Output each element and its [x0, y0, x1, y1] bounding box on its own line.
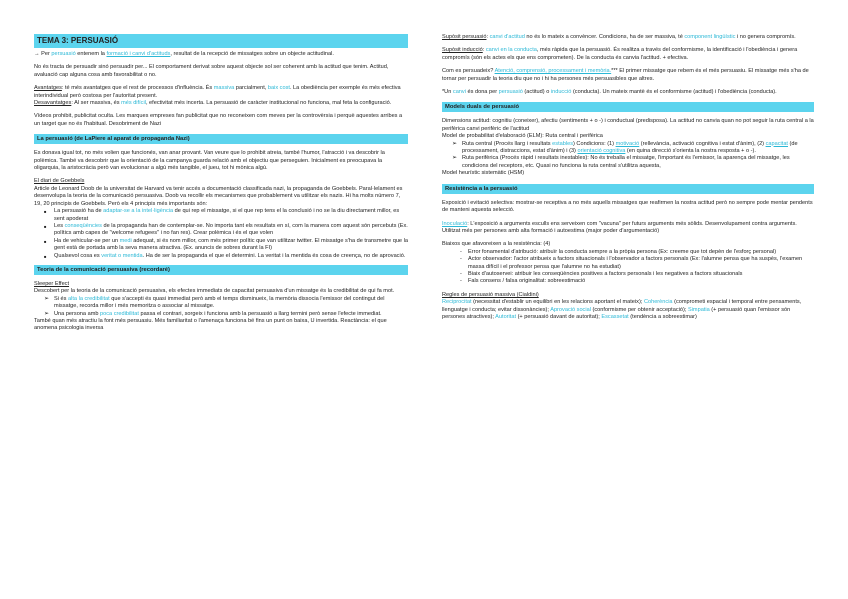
list-item: ■ La persuasió ha de adaptar-se a la intel·ligència de qui rep el missatge, si el que rep tens el la conclusió i no se la diu directament millor, es sent apoderat — [40, 208, 408, 223]
sleeper-heading: Sleeper Effect — [34, 280, 70, 287]
elm-list — [448, 141, 814, 171]
paragraph-com-es-persuadeix: Com es persuadeix? Atenció, comprensió, processament i memòria.*** El primer missatge que rebem és el més persuasiu. El missatge més s'ha de tornar per persuadir la teoria diu que no i hi ha persones més persuasibles que altres. — [442, 68, 809, 82]
paragraph-supposit-induccio: Supòsit inducció: canvi en la conducta, més ràpida que la persuasió. És realitza a través del conformisme, la identificació i l'obediència i genera compromís (són els actes els que ens comprometen). De la conducta és canvia l'actitud. + efectiva. — [442, 47, 798, 61]
hsm-heading: Model heurístic sistemàtic (HSM) — [442, 170, 525, 177]
sleeper-text: Descobert per la teoria de la comunicació persuasiva, els efectes immediats de capacitat persuasiva d'un missatge és la credibilitat de qui fa mot. — [34, 288, 395, 295]
list-item: - Biaix d'autoservei: atribuir les conseqüències positives a factors personals i les negatives a factors situacionals — [454, 271, 814, 278]
section-header-resistance: Resistència a la persuasió — [442, 184, 814, 194]
goebbels-heading: El diari de Goebbels — [34, 178, 85, 185]
cialdini-heading: Regles de persuasió massiva (Cialdini) — [442, 291, 539, 298]
section-header-dual-models: Models duals de persuasió — [442, 102, 814, 112]
list-item: - Actor observador: l'actor atribueix a factors situacionals i l'observador a factors personals (Ex: l'alumne pensa que ha suspès, l'examen massa difícil i el professor pensa que l'alumne no ha estudiat) — [454, 256, 814, 271]
elm-heading: Model de probabilitat d'elaboració (ELM): Ruta central i perifèrica — [442, 133, 603, 140]
goebbels-list — [40, 208, 408, 260]
paragraph-videos: Vídeos prohibit, publicitat oculta. Les marques empreses fan publicitat que no reconeixen com meves per la controvèrsia i perquè aquestes arribes a un target que no és l'habitual. Desobriment de Nazi — [34, 113, 403, 127]
dimensions-text: Dimensions actitud: cognitiu (coneixer), afectiu (sentiments + o -) i conductual (predisposa). La actitud no canvia quan no pot seguir la ruta central a la perifèrica canvi perifèric de l'actitud — [442, 118, 814, 132]
list-item: ➢ Una persona amb poca credibilitat passa el contrari, sorgeix i funciona amb la persuasió a llarg termini però sense l'efecte immediat. — [40, 311, 408, 318]
list-item: ➢ Ruta central (Procés llarg i resultats estables) Condicions: (1) motivació (rellevància, activació cognitiva i estat d'ànim), (2) capacitat (de processament, distraccions, estat d'ànim) i (3) orientació cognitiva (en quina direcció s'orienta la nostra resposta + o -). — [448, 141, 814, 156]
list-item: ■ Ha de vehicular-se per un medi adequat, si és nom millor, com més primer polític que van utilitzar twitter. El missatge s'ha de transmetre que la gent està de portada amb la seva manera atractiva. (Ex. anuncis de sobres durant la FI) — [40, 238, 408, 253]
section-header-nazi: La persuasió (de LaPiere al aparat de propaganda Nazi) — [34, 134, 408, 144]
list-item: ➢ Si és alta la credibilitat que s'accepti és quasi immediat però amb el temps disminueix, la memòria dissocia l'emissor del contingut del missatge, recorda millor i més memoritza o associar al missatge. — [40, 296, 408, 311]
list-item: ■ Les conseqüències de la propaganda han de contemplar-se. No importa tant els resultats en sí, com la manera com aquest són percebuts (Ex. polítics amb capes de "welcome refugees" i no fan res). Crear polèmica i és el que volen — [40, 223, 408, 238]
list-item: ➢ Ruta perifèrica (Procés ràpid i resultats inestables): No és treballa el missatge, l'important és l'emissor, la aparença del missatge, les condicions del receptors, etc. Quasi no funciona la ruta central s'utilitza aquesta, — [448, 155, 814, 170]
biases-heading: Biaixos que afavoreixen a la resistència: (4) — [442, 241, 551, 248]
sleeper-section — [34, 281, 408, 333]
paragraph-canvi: *Un canvi és dona per persuasió (actitud) o inducció (conducta). Un mateix mantè és el conformisme (actitud) i l'obediència (conducta). — [442, 89, 777, 96]
list-item: - Fals consens / falsa originalitat: sobreestimació — [454, 278, 814, 285]
list-item: ■ Qualsevol cosa es veritat o mentida. Ha de ser la propaganda el que el determini. La veritat i la mentida és cosa de creença, no de aprovació. — [40, 253, 408, 260]
paragraph-advantages: Avantatges: té més avantatges que el rest de processos d'influència. És massiva parcialment, baix cost. La obediència per exemple és més efectiva interindividual però costosa per l'autoritat present. — [34, 85, 401, 99]
intro-paragraph: → Per persuasió entenem la formació i canvi d'actituds, resultat de la recepció de missatges sobre un objecte actitudinal. — [34, 51, 334, 57]
right-column — [442, 34, 814, 321]
paragraph-nazi: Es donava igual tot, no més volien que funcionés, van anar provant. Van veure que lo prohibit atreia, també l'humor, l'atracció i va descobrir la polèmica. També va descobrir que la orientació de la campanya guarda relació amb el objectiu que perseguien. Inicialment es preocupava la oligarquia, la aristocràcia però van evolucionar a algú més tangible, el jueu, tot hi mònica algú. — [34, 150, 385, 172]
section-header-persuasive-communication: Teoria de la comunicació persuasiva (recordaré) — [34, 265, 408, 275]
paragraph-persuade: No és tracta de persuadir sinó persuadir per... El comportament derivat sobre aquest objecte sol ser coherent amb la actitud que tenim. Actitud, avaluació cap alguna cosa amb favorabilitat o no. — [34, 64, 389, 78]
sleeper-tail: També quan més atractiu la font més persuasiu. Més familiaritat o l'amenaça funciona bé fins un punt on baixa, U invertida. Reactància: el que anomena psicologia inversa — [34, 317, 387, 332]
paragraph-selective-exposure: Exposició i evitació selectiva: mostrar-se receptiva a no més aquells missatges que reafirmen la nostra actitud però no sempre pode mentar pendents de manteni aquesta selecció. — [442, 199, 813, 214]
biases-list — [454, 249, 814, 286]
goebbels-text: Article de Leonard Doob de la universitat de Harvard va tenir accés a documentació classificada nazi, la propaganda de Goebbels. Paral·lelament es desenvolupa la teoria de la comunicació persuasiva. Doob va recollir els mecanismes que probablement va utilitzar els nazis. Hi ha molts número 7, 19, 20 principis de Goebbels. Però els 4 principis més importants són: — [34, 185, 403, 207]
sleeper-list — [40, 296, 408, 318]
paragraph-supposit-persuasio: Supòsit persuasió: canvi d'actitud no és lo mateix a convèncer. Condicions, ha de ser massiva, té component lingüístic i no genera compromís. — [442, 34, 796, 40]
page-title: TEMA 3: PERSUASIÓ — [34, 34, 408, 48]
cialdini-text: Reciprocitat (necessitat d'establir un equilibri en les relacions aportant el mateix); Coherència (comprometi espacial i temporal entre pensaments, llenguatge i conducta; evitar dissonàncies); Aprovació social (conformisme per obtenir acceptació); Simpatia (+ persuasió quan l'emissor són persones atractives); Autoritat (+ persuasió davant de autoritat); Escassetat (tendència a sobreestimar) — [442, 299, 802, 320]
paragraph-disadvantages: Desavantatges: Al ser massiva, és més difícil, efectivitat més incerta. La persuasió de caràcter institucional no funciona, mal feta la configuració. — [34, 100, 392, 107]
goebbels-section — [34, 178, 408, 259]
list-item: - Error fonamental d'atribució: atribuïr la conducta sempre a la pròpia persona (Ex: creeme que tot depèn de l'esforç personal) — [454, 249, 814, 256]
cialdini-section — [442, 292, 814, 322]
paragraph-inoculation: Inoculació: L'exposició a arguments esculls ens serveixen com "vacuna" per futurs arguments més sòlids. Desenvolupament contra arguments. Utilitzat més per persones amb alta formació i autoestima (major poder d'argumentació) — [442, 220, 797, 234]
left-column — [34, 34, 408, 333]
